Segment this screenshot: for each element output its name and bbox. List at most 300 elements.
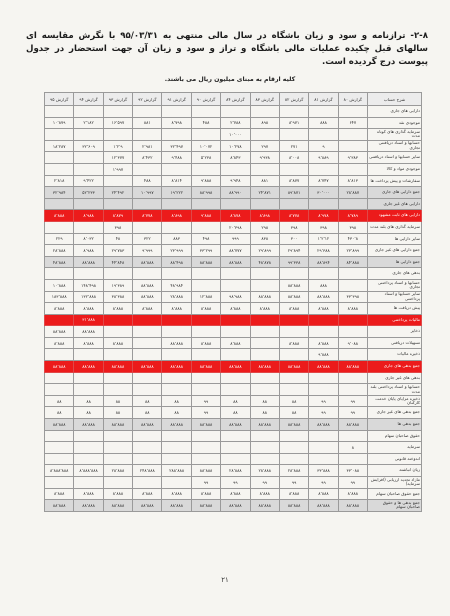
table-cell bbox=[133, 430, 162, 442]
table-cell: ۹٬۹۳۸ bbox=[250, 152, 279, 164]
table-cell bbox=[191, 384, 220, 396]
table-cell: ۸۸٬۸۸۸ bbox=[133, 279, 162, 291]
table-cell bbox=[191, 106, 220, 118]
table-cell: ۸٬۸۸۸ bbox=[133, 303, 162, 315]
table-cell bbox=[309, 372, 338, 384]
table-cell bbox=[309, 442, 338, 454]
table-row bbox=[45, 442, 422, 454]
table-cell: ۲۳٬۹۹۹ bbox=[162, 245, 191, 257]
table-cell bbox=[103, 314, 132, 326]
table-cell: ۱٬۲٬۹ bbox=[103, 140, 132, 152]
table-cell: ۸۸ bbox=[279, 395, 308, 407]
table-cell: ۸۸٬۸۸۸ bbox=[133, 500, 162, 512]
table-cell: ۲۰٬۳۹۸ bbox=[221, 221, 250, 233]
row-label: حسابها و اسناد دریافتنی تجاری bbox=[368, 140, 422, 152]
table-cell: ۸٬۸۸۸ bbox=[309, 337, 338, 349]
table-cell: ۱۰٬۰۰۰ bbox=[221, 129, 250, 141]
table-cell: ۸٬۸۸۸ bbox=[221, 303, 250, 315]
table-cell: ۸۸٬۸۸۸ bbox=[103, 361, 132, 373]
table-cell: ۸۸٬۸۸۸ bbox=[221, 256, 250, 268]
table-cell: ۸۸ bbox=[45, 407, 74, 419]
table-cell: ۲۹٬۷۸۳ bbox=[103, 245, 132, 257]
table-cell: ۹۹ bbox=[221, 477, 250, 489]
table-cell bbox=[74, 268, 103, 280]
table-cell: ۸۸٬۸۸۸ bbox=[279, 500, 308, 512]
table-cell: ۲٬۹۸۱ bbox=[133, 140, 162, 152]
table-cell: ۸٬۸۱۴ bbox=[162, 175, 191, 187]
table-cell: ۳۱٬۸۸۸ bbox=[74, 314, 103, 326]
column-header-report: گزارش ۹۴ bbox=[74, 93, 103, 106]
table-cell bbox=[162, 349, 191, 361]
table-cell bbox=[103, 349, 132, 361]
table-cell: ۹۹ bbox=[250, 477, 279, 489]
table-cell: ۸٬۸۸۸ bbox=[191, 488, 220, 500]
table-cell bbox=[162, 198, 191, 210]
table-cell bbox=[279, 198, 308, 210]
column-header-report: گزارش ۹۱ bbox=[162, 93, 191, 106]
table-cell bbox=[133, 198, 162, 210]
table-cell: ۸٬۸۹۸ bbox=[250, 210, 279, 222]
table-cell bbox=[191, 326, 220, 338]
table-cell: ۸۸٬۸۸۸ bbox=[221, 500, 250, 512]
table-cell bbox=[221, 268, 250, 280]
table-cell bbox=[162, 221, 191, 233]
table-cell bbox=[133, 163, 162, 175]
table-cell bbox=[338, 372, 367, 384]
column-header-report: گزارش ۹۰ bbox=[191, 93, 220, 106]
table-cell bbox=[45, 384, 74, 396]
row-label: بدهی های جاری bbox=[368, 268, 422, 280]
row-label: دارایی های جاری bbox=[368, 106, 422, 118]
table-cell bbox=[279, 453, 308, 465]
table-cell: ۸۸٬۸۸۸ bbox=[250, 500, 279, 512]
table-cell bbox=[45, 453, 74, 465]
table-cell: ۲۸٬۸۸۸ bbox=[221, 465, 250, 477]
column-header-report: گزارش ۸۲ bbox=[279, 93, 308, 106]
table-cell: ۳۲٬۴۹۷ bbox=[162, 140, 191, 152]
row-label: اندوخته قانونی bbox=[368, 453, 422, 465]
table-cell bbox=[279, 430, 308, 442]
table-cell: ۸۸۸ bbox=[309, 117, 338, 129]
table-cell: ۲۸٬۸۸۸ bbox=[45, 245, 74, 257]
table-cell bbox=[74, 152, 103, 164]
row-label: دارایی های غیر جاری bbox=[368, 198, 422, 210]
table-cell bbox=[45, 198, 74, 210]
table-cell: ۸۸ bbox=[221, 395, 250, 407]
table-cell: ۸۸٬۸۸۸ bbox=[338, 419, 367, 431]
table-row bbox=[45, 268, 422, 280]
table-cell: ۹۹ bbox=[279, 477, 308, 489]
table-cell bbox=[191, 442, 220, 454]
table-cell bbox=[338, 430, 367, 442]
table-cell: ۸۸٬۸۸۸ bbox=[162, 500, 191, 512]
row-label: حسابها و اسناد پرداختنی تجاری bbox=[368, 279, 422, 291]
table-cell bbox=[191, 349, 220, 361]
table-cell bbox=[133, 453, 162, 465]
table-cell: ۸٬۸۸۸ bbox=[45, 210, 74, 222]
table-cell bbox=[162, 106, 191, 118]
table-cell: ۹۹ bbox=[309, 407, 338, 419]
table-cell: ۸٬۸۸۸ bbox=[162, 303, 191, 315]
table-cell bbox=[74, 384, 103, 396]
table-cell: ۸۸ bbox=[250, 407, 279, 419]
table-cell bbox=[250, 442, 279, 454]
table-cell bbox=[221, 198, 250, 210]
row-label: ذخیره مالیات bbox=[368, 349, 422, 361]
table-cell bbox=[74, 198, 103, 210]
table-cell: ۸۸٬۸۸۸ bbox=[162, 361, 191, 373]
table-cell: ۸۸٬۸۸۸ bbox=[103, 500, 132, 512]
table-cell: ۴۸٬۹۸۴ bbox=[162, 279, 191, 291]
table-cell bbox=[338, 129, 367, 141]
table-cell bbox=[221, 430, 250, 442]
table-cell: ۸۹٬۸۷۱ bbox=[279, 187, 308, 199]
table-cell: ۹۹ bbox=[191, 395, 220, 407]
table-cell bbox=[191, 430, 220, 442]
table-cell: ۸٬۸۸۸ bbox=[45, 337, 74, 349]
table-cell: ۱٬۹۹۷ bbox=[103, 163, 132, 175]
table-cell bbox=[221, 106, 250, 118]
table-row bbox=[45, 152, 422, 164]
table-cell bbox=[221, 326, 250, 338]
table-cell: ۹٬۸۸۸ bbox=[191, 210, 220, 222]
table-cell bbox=[221, 384, 250, 396]
table-cell: ۲۷۱ bbox=[279, 140, 308, 152]
table-row bbox=[45, 163, 422, 175]
table-cell: ۳۲٬۹۸۴ bbox=[45, 187, 74, 199]
table-row bbox=[45, 221, 422, 233]
table-row bbox=[45, 465, 422, 477]
row-label: سرمایه bbox=[368, 442, 422, 454]
table-cell: ۴۸٬۸۸۸ bbox=[45, 256, 74, 268]
table-cell bbox=[45, 268, 74, 280]
table-cell: ۸۴٬۸۸۸ bbox=[338, 256, 367, 268]
table-cell: ۴۳۰٬۸ bbox=[338, 233, 367, 245]
table-cell bbox=[250, 163, 279, 175]
table-cell bbox=[250, 384, 279, 396]
table-row bbox=[45, 488, 422, 500]
table-cell bbox=[309, 314, 338, 326]
table-cell bbox=[250, 314, 279, 326]
table-cell: ۸۸٬۹۹۸ bbox=[191, 187, 220, 199]
table-cell: ۱۲٬۸۸۸ bbox=[191, 291, 220, 303]
table-cell: ۱۰٬۲۷۸ bbox=[221, 140, 250, 152]
table-cell: ۸٬۸۴۳ bbox=[221, 152, 250, 164]
table-cell: ۸٬۷۹۸ bbox=[162, 117, 191, 129]
table-row bbox=[45, 349, 422, 361]
column-header-description: شرح حساب bbox=[368, 93, 422, 106]
table-cell: ۲۹٬۸۹۹ bbox=[250, 245, 279, 257]
table-row bbox=[45, 117, 422, 129]
table-cell: ۸۸ bbox=[221, 407, 250, 419]
table-cell bbox=[309, 106, 338, 118]
table-cell: ۱۹٬۳۸۹ bbox=[103, 279, 132, 291]
row-label: حقوق صاحبان سهام bbox=[368, 430, 422, 442]
table-cell: ۸۸ bbox=[279, 407, 308, 419]
table-cell bbox=[309, 326, 338, 338]
table-cell: ۲۸٬۸۸۸ bbox=[279, 465, 308, 477]
table-cell bbox=[45, 129, 74, 141]
table-cell: ۱۸۳٬۸۸۸ bbox=[45, 291, 74, 303]
table-cell: ۸۸٬۸۸۸ bbox=[309, 500, 338, 512]
table-cell: ۹٬۰۸۸ bbox=[338, 337, 367, 349]
table-cell: ۲۸٬۸۸۸ bbox=[250, 465, 279, 477]
table-cell: ۴۸۸ bbox=[133, 175, 162, 187]
table-cell: ۴۴٬۸۴۸ bbox=[103, 256, 132, 268]
table-cell: ۸۸۱ bbox=[133, 117, 162, 129]
table-cell: ۸۸٬۸۸۸ bbox=[309, 419, 338, 431]
table-cell: ۲٬۱۸۲ bbox=[74, 117, 103, 129]
table-cell bbox=[45, 430, 74, 442]
table-cell bbox=[191, 279, 220, 291]
table-cell bbox=[103, 268, 132, 280]
row-label: سرمایه گذاری های بلند مدت bbox=[368, 221, 422, 233]
table-cell bbox=[74, 442, 103, 454]
row-label: زیان انباشته bbox=[368, 465, 422, 477]
table-cell: ۸۸ bbox=[133, 395, 162, 407]
table-cell: ۸۸٬۸۸۸ bbox=[191, 419, 220, 431]
table-cell: ۹٬۸۸۹ bbox=[309, 152, 338, 164]
table-cell: ۳۰۰ bbox=[279, 233, 308, 245]
table-cell: ۹۹ bbox=[338, 395, 367, 407]
table-cell bbox=[45, 221, 74, 233]
table-row bbox=[45, 453, 422, 465]
table-cell: ۱۹٬۲۲۲ bbox=[162, 187, 191, 199]
table-cell bbox=[279, 442, 308, 454]
table-cell: ۱۳۲٬۸۸۸ bbox=[74, 291, 103, 303]
table-cell: ۸۸٬۸۸۸ bbox=[162, 419, 191, 431]
table-cell: ۸۸ bbox=[250, 395, 279, 407]
table-cell: ۱۰٬۸۸۸ bbox=[45, 279, 74, 291]
table-cell: ۸٬۸۸۸ bbox=[279, 488, 308, 500]
table-cell: ۸۸٬۸۸۸ bbox=[191, 361, 220, 373]
table-cell: ۸۸ bbox=[162, 395, 191, 407]
table-cell bbox=[45, 349, 74, 361]
table-cell: ۸٬۸۹۸ bbox=[162, 210, 191, 222]
table-cell bbox=[250, 337, 279, 349]
table-cell bbox=[338, 268, 367, 280]
table-cell: ۸۸ bbox=[133, 407, 162, 419]
table-cell: ۵۲٬۲۳۳ bbox=[74, 187, 103, 199]
table-cell bbox=[279, 372, 308, 384]
table-cell bbox=[133, 477, 162, 489]
table-cell: ۹۹۹ bbox=[221, 233, 250, 245]
table-cell bbox=[162, 314, 191, 326]
table-cell bbox=[221, 163, 250, 175]
table-row bbox=[45, 314, 422, 326]
table-cell bbox=[74, 129, 103, 141]
table-cell bbox=[191, 314, 220, 326]
table-cell bbox=[45, 477, 74, 489]
table-cell bbox=[133, 221, 162, 233]
table-row bbox=[45, 129, 422, 141]
table-cell bbox=[45, 442, 74, 454]
table-cell bbox=[191, 221, 220, 233]
table-cell: ۸۸٬۸۸۸ bbox=[191, 256, 220, 268]
table-cell bbox=[309, 163, 338, 175]
row-label: سایر دارایی ها bbox=[368, 233, 422, 245]
table-row bbox=[45, 419, 422, 431]
table-cell bbox=[338, 314, 367, 326]
table-cell: ۴۹۸ bbox=[191, 233, 220, 245]
table-cell: ۸۸ bbox=[74, 395, 103, 407]
table-cell bbox=[221, 453, 250, 465]
table-cell: ۳۲۲ bbox=[133, 233, 162, 245]
table-cell bbox=[103, 372, 132, 384]
row-label: جمع دارایی های جاری bbox=[368, 187, 422, 199]
table-cell: ۸۸ bbox=[74, 407, 103, 419]
table-cell: ۸٬۸۷۸ bbox=[221, 210, 250, 222]
column-header-report: گزارش ۸۴ bbox=[221, 93, 250, 106]
table-cell: ۳۹۸ bbox=[338, 221, 367, 233]
table-cell: ۹۹ bbox=[309, 477, 338, 489]
column-header-report: گزارش ۸۳ bbox=[250, 93, 279, 106]
table-cell: ۱۴۸٬۴۹۸ bbox=[74, 279, 103, 291]
table-cell: ۸۸٬۸۸۸ bbox=[338, 361, 367, 373]
table-cell: ۳۳٬۳۹۸ bbox=[338, 291, 367, 303]
row-label: جمع بدهی های جاری bbox=[368, 361, 422, 373]
table-cell bbox=[103, 198, 132, 210]
table-cell bbox=[74, 430, 103, 442]
table-cell bbox=[279, 268, 308, 280]
table-cell: ۲۳٬۸۹۹ bbox=[338, 245, 367, 257]
table-cell bbox=[191, 163, 220, 175]
table-cell bbox=[221, 314, 250, 326]
table-cell: ۸٬۸۸۸ bbox=[103, 337, 132, 349]
row-label: موجودی نقد bbox=[368, 117, 422, 129]
table-cell: ۸۸٬۸۸۸ bbox=[74, 419, 103, 431]
row-label: ذخایر bbox=[368, 326, 422, 338]
table-row bbox=[45, 326, 422, 338]
table-cell: ۸٬۸۸۸ bbox=[221, 488, 250, 500]
table-cell: ۹٬۹۴۸ bbox=[221, 175, 250, 187]
table-cell: ۱۰٬۸۷۹ bbox=[45, 117, 74, 129]
table-cell bbox=[250, 279, 279, 291]
table-cell bbox=[250, 372, 279, 384]
table-cell: ۸٬۸۱۳ bbox=[338, 175, 367, 187]
table-cell bbox=[103, 453, 132, 465]
table-cell: ۸۸٬۸۸۸ bbox=[45, 361, 74, 373]
table-cell: ۳۲٬۶۰۹ bbox=[74, 140, 103, 152]
table-cell bbox=[133, 442, 162, 454]
table-cell: ۸۸٬۴۹۸ bbox=[162, 256, 191, 268]
table-cell bbox=[103, 129, 132, 141]
balance-sheet-table bbox=[44, 92, 422, 512]
table-cell bbox=[221, 349, 250, 361]
table-cell: ۴۸۸ bbox=[191, 117, 220, 129]
table-cell: ۸۸٬۸۸۸ bbox=[133, 361, 162, 373]
table-cell bbox=[250, 430, 279, 442]
table-cell bbox=[103, 430, 132, 442]
table-body bbox=[45, 106, 422, 512]
row-label: موجودی مواد و کالا bbox=[368, 163, 422, 175]
column-header-report: گزارش ۹۵ bbox=[45, 93, 74, 106]
table-cell: ۹۹ bbox=[338, 407, 367, 419]
table-cell: ۸٬۷۷۸ bbox=[133, 210, 162, 222]
table-cell bbox=[133, 268, 162, 280]
table-cell: ۸ bbox=[338, 442, 367, 454]
table-cell: ۹٬۸۸۸ bbox=[191, 175, 220, 187]
table-cell: ۸۸٬۸۸۸ bbox=[74, 256, 103, 268]
table-cell: ۸٬۹۸۸ bbox=[74, 245, 103, 257]
table-cell: ۹۹٬۳۳۸ bbox=[279, 256, 308, 268]
table-cell: ۸٬۸۸۸ bbox=[74, 337, 103, 349]
table-cell: ۸۸٬۸۸۸ bbox=[103, 419, 132, 431]
table-cell bbox=[338, 326, 367, 338]
row-label: دارایی های ثابت مشهود bbox=[368, 210, 422, 222]
row-label: جمع دارایی های غیر جاری bbox=[368, 245, 422, 257]
table-row bbox=[45, 361, 422, 373]
table-cell: ۸٬۸۸۸ bbox=[250, 303, 279, 315]
table-cell: ۸٬۰۳۲ bbox=[74, 233, 103, 245]
page-number: ۲۱ bbox=[221, 576, 229, 584]
table-cell bbox=[250, 453, 279, 465]
table-cell bbox=[133, 326, 162, 338]
table-cell bbox=[162, 442, 191, 454]
table-cell bbox=[103, 477, 132, 489]
row-label: جمع دارایی ها bbox=[368, 256, 422, 268]
table-cell bbox=[133, 384, 162, 396]
table-cell: ۸٬۸۷۷ bbox=[279, 175, 308, 187]
table-cell bbox=[45, 152, 74, 164]
table-cell bbox=[103, 326, 132, 338]
table-cell bbox=[103, 106, 132, 118]
table-cell: ۸۸٬۸۸۸ bbox=[74, 500, 103, 512]
table-cell bbox=[309, 430, 338, 442]
table-cell bbox=[338, 279, 367, 291]
table-cell: ۱۰٬۰۷۲ bbox=[191, 140, 220, 152]
table-row bbox=[45, 430, 422, 442]
table-cell: ۳۰٬۰۰۰ bbox=[309, 187, 338, 199]
table-cell: ۸٬۷۴۷ bbox=[309, 175, 338, 187]
table-cell: ۸۸٬۸۸۸ bbox=[309, 291, 338, 303]
table-cell bbox=[45, 314, 74, 326]
table-cell: ۸۸٬۸۸۸ bbox=[191, 500, 220, 512]
table-cell: ۸٬۸۸۸ bbox=[221, 337, 250, 349]
table-cell: ۲۹۷ bbox=[250, 140, 279, 152]
table-cell bbox=[133, 372, 162, 384]
section-heading: ۲-۸- ترازنامه و سود و زیان باشگاه در سال مالی منتهی به ۹۵/۰۳/۳۱ با نگرش مقایسه ای سالهای قبل چکیده عملیات مالی باشگاه و تراز و سود و زیان آن جهت استحضار در جدول پیوست درج گردیده است. bbox=[26, 31, 428, 67]
table-cell: ۸۳۸ bbox=[250, 233, 279, 245]
table-cell bbox=[221, 442, 250, 454]
table-cell: ۸٬۷۷۸ bbox=[279, 210, 308, 222]
table-cell: ۲۸٬۸۸۷ bbox=[338, 187, 367, 199]
table-cell bbox=[162, 372, 191, 384]
column-header-report: گزارش ۸۱ bbox=[309, 93, 338, 106]
table-row bbox=[45, 187, 422, 199]
table-row bbox=[45, 106, 422, 118]
table-cell: ۸۸٬۸۸۸ bbox=[279, 361, 308, 373]
table-cell bbox=[191, 198, 220, 210]
table-cell bbox=[279, 106, 308, 118]
table-cell bbox=[309, 453, 338, 465]
table-cell bbox=[74, 372, 103, 384]
table-cell: ۸۸۸ bbox=[309, 279, 338, 291]
table-cell: ۸٬۹۸۸ bbox=[74, 210, 103, 222]
row-label: جمع حقوق صاحبان سهام bbox=[368, 488, 422, 500]
table-cell: ۸۸۳ bbox=[162, 233, 191, 245]
table-cell: ۳۳٬۰۸۸ bbox=[338, 465, 367, 477]
table-cell: ۸۹۸ bbox=[250, 117, 279, 129]
table-cell: ۹٬۹۹۹ bbox=[133, 245, 162, 257]
table-cell bbox=[162, 268, 191, 280]
table-row bbox=[45, 256, 422, 268]
table-cell bbox=[191, 268, 220, 280]
table-cell bbox=[162, 163, 191, 175]
table-cell: ۴۸٬۸۷۸ bbox=[250, 256, 279, 268]
table-cell bbox=[250, 198, 279, 210]
row-label: ذخیره مزایای پایان خدمت کارکنان bbox=[368, 395, 422, 407]
